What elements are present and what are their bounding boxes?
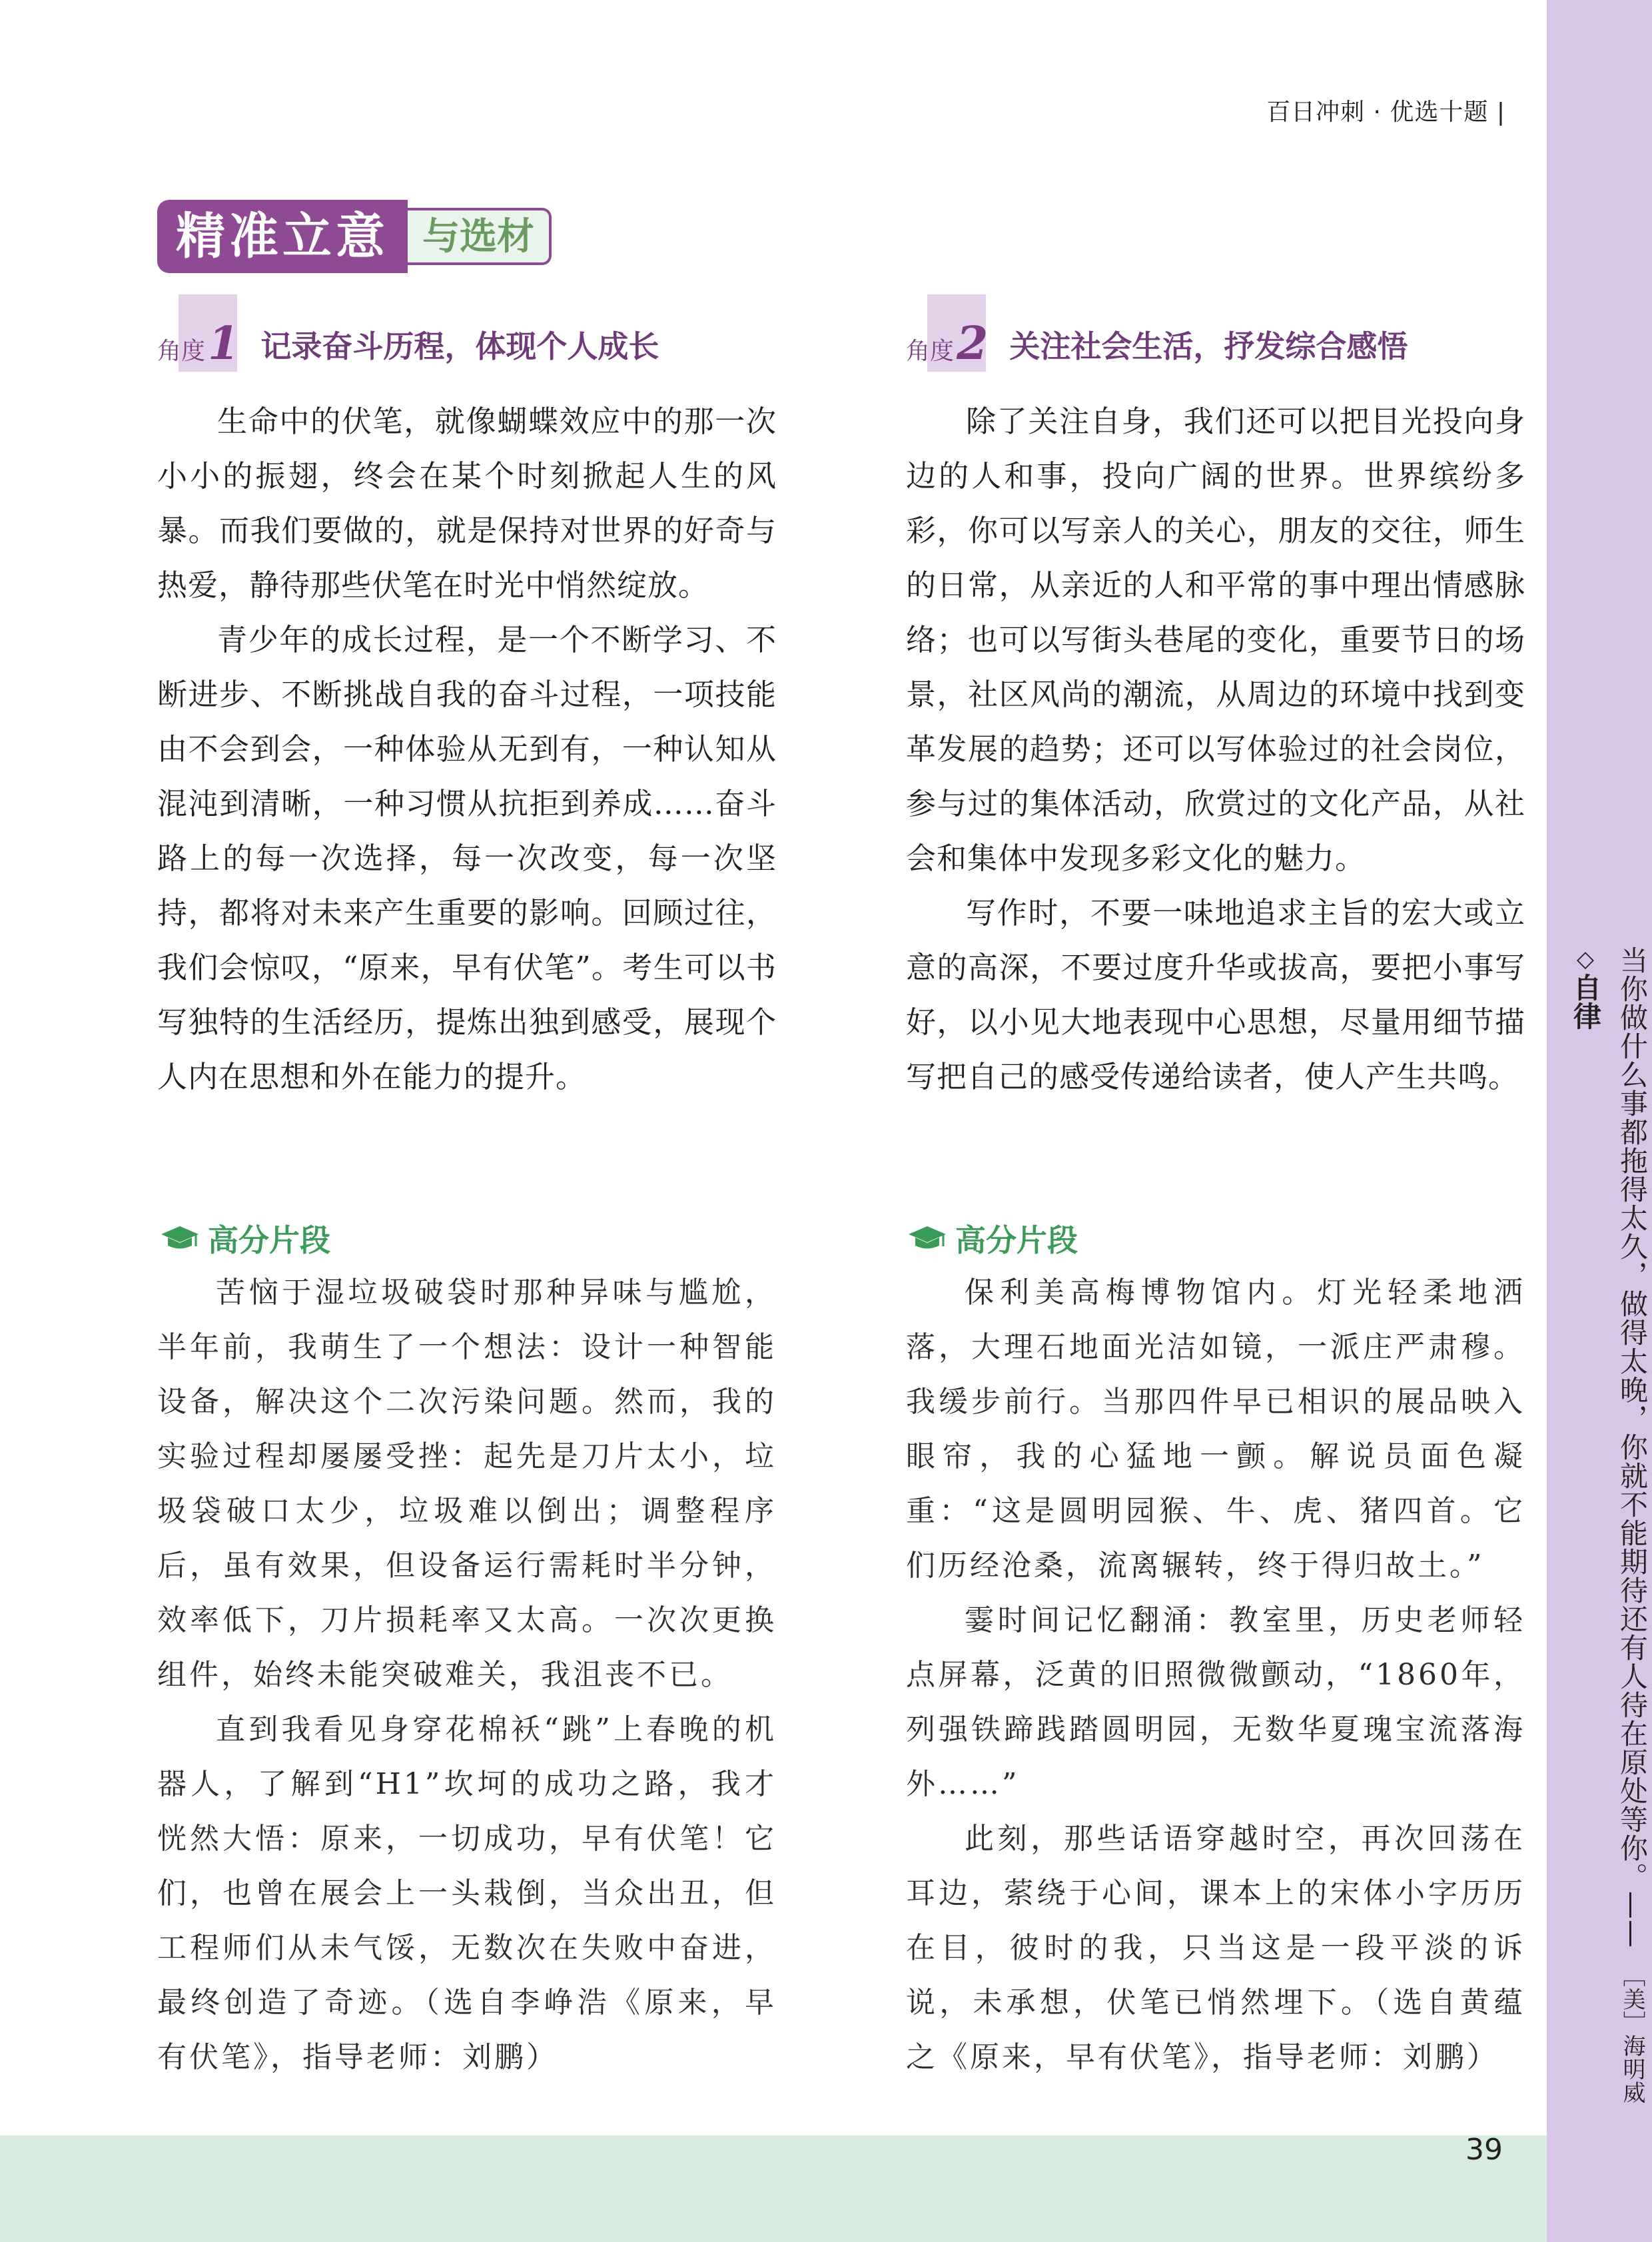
left-sample (157, 1266, 777, 2085)
section-banner (157, 200, 552, 273)
angle-title: 记录奋斗历程，体现个人成长 (260, 328, 659, 364)
sample-paragraph: 霎时间记忆翻涌：教室里，历史老师轻点屏幕，泛黄的旧照微微颤动，“1860年，列强铁蹄践踏圆明园，无数华夏瑰宝流落海外……” (906, 1603, 1525, 1801)
sample-heading-right (907, 1216, 1078, 1260)
paragraph: 写作时，不要一味地追求主旨的宏大或立意的高深，不要过度升华或拔高，要把小事写好，以小见大地表现中心思想，尽量用细节描写把自己的感受传递给读者，使人产生共鸣。 (906, 895, 1525, 1094)
diamond-icon: ◇ (1572, 946, 1599, 973)
side-quote (1565, 946, 1649, 2104)
angle-heading-2 (906, 300, 1408, 370)
banner-main-title: 精准立意 (157, 200, 408, 273)
angle-word: 角度 (157, 338, 206, 365)
angle-heading-1 (157, 300, 659, 370)
page-number: 39 (1465, 2133, 1503, 2167)
running-header: 百日冲刺 · 优选十题 | (1266, 99, 1505, 126)
quote-title-column (1565, 946, 1605, 2104)
angle-title: 关注社会生活，抒发综合感悟 (1009, 328, 1408, 364)
paragraph: 青少年的成长过程，是一个不断学习、不断进步、不断挑战自我的奋斗过程，一项技能由不会到会，一种体验从无到有，一种认知从混沌到清晰，一种习惯从抗拒到养成……奋斗路上的每一次选择，每一次改变，每一次坚持，都将对未来产生重要的影响。回顾过往，我们会惊叹，“原来，早有伏笔”。考生可以书写独特的生活经历，提炼出独到感受，展现个人内在思想和外在能力的提升。 (157, 622, 777, 1094)
quote-title: 自律 (1569, 973, 1602, 1030)
angle-badge (157, 317, 240, 370)
quote-text: 当你做什么事都拖得太久，做得太晚，你就不能期待还有人待在原处等你。—— (1616, 946, 1649, 1948)
right-intro (906, 394, 1525, 1104)
angle-badge (906, 317, 989, 370)
graduation-cap-icon (907, 1224, 947, 1253)
paragraph: 除了关注自身，我们还可以把目光投向身边的人和事，投向广阔的世界。世界缤纷多彩，你可以写亲人的关心，朋友的交往，师生的日常，从亲近的人和平常的事中理出情感脉络；也可以写街头巷尾的变化，重要节日的场景，社区风尚的潮流，从周边的环境中找到变革发展的趋势；还可以写体验过的社会岗位，参与过的集体活动，欣赏过的文化产品，从社会和集体中发现多彩文化的魅力。 (906, 404, 1525, 876)
angle-number: 1 (208, 317, 240, 370)
sample-paragraph: 此刻，那些话语穿越时空，再次回荡在耳边，萦绕于心间，课本上的宋体小字历历在目，彼时的我，只当这是一段平淡的诉说，未承想，伏笔已悄然埋下。（选自黄蕴之《原来，早有伏笔》，指导老师：刘鹏） (906, 1822, 1525, 2074)
sample-paragraph: 保利美高梅博物馆内。灯光轻柔地洒落，大理石地面光洁如镜，一派庄严肃穆。我缓步前行。当那四件早已相识的展品映入眼帘，我的心猛地一颤。解说员面色凝重：“这是圆明园猴、牛、虎、猪四首。它们历经沧桑，流离辗转，终于得归故土。” (906, 1276, 1525, 1583)
angle-number: 2 (957, 317, 989, 370)
sample-paragraph: 苦恼于湿垃圾破袋时那种异味与尴尬，半年前，我萌生了一个想法：设计一种智能设备，解决这个二次污染问题。然而，我的实验过程却屡屡受挫：起先是刀片太小，垃圾袋破口太少，垃圾难以倒出；调整程序后，虽有效果，但设备运行需耗时半分钟，效率低下，刀片损耗率又太高。一次次更换组件，始终未能突破难关，我沮丧不已。 (157, 1276, 777, 1692)
sample-heading-left (160, 1216, 330, 1260)
graduation-cap-icon (160, 1224, 200, 1253)
sample-heading-label: 高分片段 (955, 1222, 1078, 1258)
quote-author: ［美］海明威 (1619, 1964, 1645, 2104)
sample-heading-label: 高分片段 (208, 1222, 330, 1258)
right-sample (906, 1266, 1525, 2085)
bottom-band (0, 2135, 1547, 2242)
quote-text-column (1612, 946, 1652, 2104)
angle-word: 角度 (906, 338, 955, 365)
paragraph: 生命中的伏笔，就像蝴蝶效应中的那一次小小的振翅，终会在某个时刻掀起人生的风暴。而我们要做的，就是保持对世界的好奇与热爱，静待那些伏笔在时光中悄然绽放。 (157, 404, 777, 603)
left-intro (157, 394, 777, 1104)
sample-paragraph: 直到我看见身穿花棉袄“跳”上春晚的机器人，了解到“H1”坎坷的成功之路，我才恍然大悟：原来，一切成功，早有伏笔！它们，也曾在展会上一头栽倒，当众出丑，但工程师们从未气馁，无数次在失败中奋进，最终创造了奇迹。（选自李峥浩《原来，早有伏笔》，指导老师：刘鹏） (157, 1712, 777, 2074)
banner-subtitle: 与选材 (408, 208, 552, 265)
